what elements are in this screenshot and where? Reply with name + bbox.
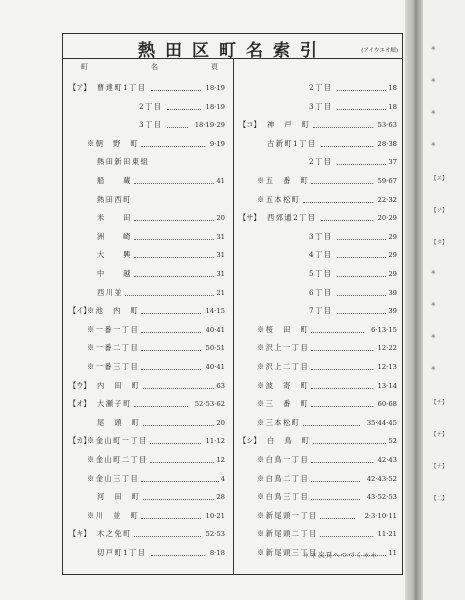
page-numbers: 29	[388, 232, 397, 241]
index-entry	[239, 342, 397, 354]
page-title: 熱田区町名索引	[138, 41, 327, 61]
town-name: ※一番一丁目	[87, 324, 140, 334]
header-name: 名	[151, 63, 158, 71]
page-numbers: 11·21	[377, 530, 397, 539]
page-numbers: 37	[388, 158, 397, 167]
next-page-mark: ※	[431, 78, 436, 84]
page-numbers: 41	[216, 177, 225, 185]
index-entry	[69, 175, 225, 187]
page-numbers: 6·13·15	[371, 325, 397, 334]
town-name: ※沢上二丁目	[257, 362, 310, 371]
index-entry	[69, 361, 225, 373]
page-numbers: 12·22	[377, 344, 397, 353]
town-name: ※波 寄 町	[257, 380, 310, 390]
index-entry	[239, 101, 397, 113]
page-numbers: 35·44·45	[366, 418, 397, 427]
page-numbers: 18·19	[205, 102, 225, 111]
leader-dots	[311, 499, 360, 500]
leader-dots	[311, 406, 373, 407]
page-numbers: 52·53·62	[194, 400, 225, 409]
index-entry	[239, 138, 397, 150]
town-name: ※一番三丁目	[87, 362, 140, 371]
town-name: 白 鳥 町	[267, 436, 311, 446]
town-name: 曹達町1丁目	[97, 83, 147, 92]
town-name: ※新尾頭一丁目	[257, 510, 318, 520]
kana-section-label: 【ウ】	[69, 380, 91, 390]
index-entry	[239, 268, 397, 280]
page-numbers: 63	[216, 381, 225, 390]
index-entry	[69, 119, 225, 131]
index-entry	[239, 175, 397, 187]
town-name: ※金山町一丁目	[87, 436, 148, 446]
leader-dots	[151, 90, 201, 91]
leader-dots	[134, 536, 201, 537]
index-entry	[69, 454, 225, 466]
town-name: 尾 頭 町	[97, 417, 141, 427]
leader-dots	[134, 406, 188, 407]
town-name: ※沢上一丁目	[257, 343, 310, 353]
page-numbers: 11	[388, 549, 397, 557]
page-numbers: 43·52·53	[366, 493, 397, 502]
leader-dots	[141, 146, 205, 147]
kana-section-label: 【オ】	[69, 399, 91, 409]
leader-dots	[337, 109, 386, 110]
leader-dots	[134, 220, 214, 221]
index-entry	[239, 361, 397, 373]
next-page-mark: ※	[431, 270, 436, 276]
leader-dots	[321, 146, 373, 147]
leader-dots	[167, 127, 188, 128]
town-name: 6丁目	[309, 287, 333, 297]
kana-section-label: 【コ】	[239, 120, 261, 130]
index-entry	[69, 473, 225, 485]
page-numbers: 11·12	[205, 437, 225, 446]
leader-dots	[125, 295, 214, 296]
leader-dots	[134, 276, 214, 277]
page-numbers: 20·29	[377, 214, 397, 223]
town-name: 2丁目	[139, 101, 163, 111]
index-entry	[239, 454, 397, 466]
continued-note: ＊＊次頁へつづく＊＊	[303, 551, 378, 559]
index-entry	[239, 380, 397, 392]
town-name: ※金山町二丁目	[87, 455, 148, 464]
index-entry	[69, 491, 225, 503]
next-page-mark: ※	[431, 302, 436, 308]
index-entry	[239, 82, 397, 94]
town-name: 西郊通2丁目	[267, 213, 317, 223]
index-entry	[69, 510, 225, 522]
leader-dots	[337, 164, 386, 165]
next-page-mark: ※	[431, 110, 436, 116]
page-numbers: 42·43	[377, 456, 397, 464]
town-name: ※白鳥三丁目	[257, 492, 310, 502]
title-note: (アイウエオ順)	[361, 48, 398, 54]
leader-dots	[337, 276, 386, 277]
page-numbers: 29	[388, 270, 397, 278]
page-numbers: 12·13	[377, 363, 397, 371]
next-page-mark: 【ス】	[431, 176, 448, 182]
town-name: ※白鳥二丁目	[257, 473, 310, 483]
town-name: 4丁目	[309, 250, 333, 260]
index-entry	[239, 417, 397, 429]
page-numbers: 31	[216, 251, 225, 260]
kana-section-label: 【イ】	[69, 306, 91, 316]
leader-dots	[150, 462, 214, 463]
next-page-mark: ※	[431, 334, 436, 340]
leader-dots	[321, 220, 373, 221]
page-numbers: 20	[216, 214, 225, 223]
index-entry	[69, 547, 225, 559]
leader-dots	[337, 257, 386, 258]
town-name: ※池 内 町	[87, 306, 140, 316]
header-page: 頁	[211, 63, 218, 71]
title-band	[63, 34, 402, 59]
index-entry	[69, 398, 225, 410]
kana-section-label: 【キ】	[69, 529, 91, 539]
town-name: ※白鳥一丁目	[257, 455, 310, 464]
town-name: 木之免町	[97, 529, 132, 539]
leader-dots	[311, 481, 360, 482]
next-page-mark: 【二】	[431, 496, 448, 502]
index-entry	[239, 119, 397, 131]
page-numbers: 18	[388, 102, 397, 111]
index-entry	[69, 194, 225, 206]
page-numbers: 20	[216, 418, 225, 427]
leader-dots	[337, 295, 386, 296]
next-page-mark: 【テ】	[431, 432, 448, 438]
town-name: ※金山三丁目	[87, 473, 140, 483]
town-name: ※三 番 町	[257, 399, 310, 409]
town-name: 米 田	[97, 213, 132, 223]
leader-dots	[313, 443, 387, 444]
town-name: 2丁目	[309, 83, 333, 92]
next-page-mark: ※	[431, 366, 436, 372]
leader-dots	[311, 388, 373, 389]
leader-dots	[141, 313, 201, 314]
index-entry	[69, 417, 225, 429]
next-page-mark: 【チ】	[431, 400, 448, 406]
page-numbers: 21	[216, 288, 225, 297]
page-numbers: 12	[216, 456, 225, 464]
page-numbers: 39	[388, 288, 397, 297]
index-entry	[239, 156, 397, 168]
leader-dots	[143, 388, 215, 389]
town-name: 神 戸 町	[267, 120, 311, 130]
index-entry	[239, 510, 397, 522]
index-entry	[239, 473, 397, 485]
leader-dots	[337, 90, 386, 91]
index-entry	[69, 342, 225, 354]
town-name: 熱田新田東組	[97, 157, 150, 167]
page-numbers: 18	[388, 84, 397, 92]
leader-dots	[303, 425, 360, 426]
index-entry	[69, 305, 225, 317]
index-entry	[239, 231, 397, 243]
page-numbers: 9·19	[209, 139, 225, 148]
town-name: 熱田西町	[97, 194, 132, 204]
town-name: 洲 崎	[97, 231, 132, 241]
leader-dots	[143, 425, 215, 426]
index-entry	[69, 82, 225, 94]
index-entry	[69, 435, 225, 447]
kana-section-label: 【シ】	[239, 436, 261, 446]
page-numbers: 31	[216, 232, 225, 241]
town-name: 7丁目	[309, 306, 333, 316]
town-name: ※朝 野 町	[87, 138, 140, 148]
leader-dots	[320, 518, 356, 519]
page-numbers: 40·41	[205, 325, 225, 334]
leader-dots	[141, 332, 201, 333]
page-numbers: 18·19	[205, 84, 225, 92]
page-numbers: 28	[216, 493, 225, 502]
page-numbers: 60·68	[377, 400, 397, 409]
page-numbers: 14·15	[205, 307, 225, 316]
town-name: 中 越	[97, 269, 132, 278]
leader-dots	[141, 481, 218, 482]
page-numbers: 10·21	[205, 511, 225, 520]
next-page-mark: ※	[431, 46, 436, 52]
town-name: 古新町1丁目	[267, 138, 317, 148]
page-numbers: 2·3·10·11	[364, 511, 397, 520]
book-gutter	[405, 0, 423, 600]
index-entry	[239, 324, 397, 336]
next-page-mark: 【タ】	[431, 240, 448, 246]
town-name: 3丁目	[309, 101, 333, 111]
index-entry	[239, 305, 397, 317]
leader-dots	[141, 369, 201, 370]
page-numbers: 29	[388, 251, 397, 260]
kana-section-label: 【サ】	[239, 213, 261, 223]
town-name: ※桜 田 町	[257, 324, 310, 334]
town-name: ※三本松町	[257, 417, 301, 427]
town-name: 大 興	[97, 250, 132, 260]
index-entry	[69, 212, 225, 224]
column-divider	[233, 58, 234, 574]
leader-dots	[311, 462, 373, 463]
town-name: 2丁目	[309, 157, 333, 167]
leader-dots	[143, 499, 215, 500]
page-numbers: 59·67	[377, 177, 397, 185]
index-entry	[69, 287, 225, 299]
index-entry	[69, 324, 225, 336]
index-entry	[239, 249, 397, 261]
index-entry	[239, 528, 397, 540]
next-page-mark: 【ナ】	[431, 464, 448, 470]
index-entry	[69, 138, 225, 150]
leader-dots	[134, 239, 214, 240]
page-numbers: 22·32	[377, 195, 397, 204]
page-numbers: 28·38	[377, 139, 397, 148]
index-entry	[69, 156, 225, 168]
leader-dots	[167, 109, 201, 110]
next-page-edge	[423, 0, 465, 600]
page-numbers: 31	[216, 270, 225, 278]
kana-section-label: 【ア】	[69, 83, 91, 92]
page-numbers: 4	[220, 474, 225, 483]
town-name: 西川並	[97, 287, 124, 297]
page-numbers: 50·51	[205, 344, 225, 353]
page-numbers: 53·63	[377, 121, 397, 130]
town-name: ※一番二丁目	[87, 343, 140, 353]
leader-dots	[134, 183, 214, 184]
leader-dots	[303, 202, 374, 203]
leader-dots	[311, 332, 364, 333]
leader-dots	[311, 350, 373, 351]
town-name: ※五 番 町	[257, 176, 310, 185]
leader-dots	[134, 257, 214, 258]
leader-dots	[311, 369, 373, 370]
index-entry	[239, 398, 397, 410]
index-entry	[239, 287, 397, 299]
town-name: ※五本松町	[257, 194, 301, 204]
index-entry	[239, 435, 397, 447]
town-name: 大瀬子町	[97, 399, 132, 409]
kana-section-label: 【カ】	[69, 436, 91, 446]
town-name: 内 田 町	[97, 380, 141, 390]
town-name: ※新尾頭三丁目	[257, 548, 318, 557]
index-entry	[239, 491, 397, 503]
town-name: 切戸町1丁目	[97, 548, 147, 557]
page-numbers: 18·19·29	[194, 121, 225, 130]
leader-dots	[313, 127, 374, 128]
header-town: 町	[81, 63, 88, 71]
town-name: ※川 並 町	[87, 510, 140, 520]
leader-dots	[337, 239, 386, 240]
town-name: 河 田 町	[97, 492, 141, 502]
page-numbers: 52·53	[205, 530, 225, 539]
town-name: 3丁目	[139, 120, 163, 130]
leader-dots	[141, 350, 201, 351]
page-numbers: 8·18	[209, 549, 225, 557]
town-name: 船 蔵	[97, 176, 132, 185]
index-entry	[239, 194, 397, 206]
leader-dots	[150, 443, 201, 444]
index-entry	[69, 528, 225, 540]
next-page-mark: ※	[431, 142, 436, 148]
index-entry	[239, 212, 397, 224]
page-numbers: 39	[388, 307, 397, 316]
page-numbers: 42·43·52	[366, 474, 397, 483]
leader-dots	[151, 555, 205, 556]
leader-dots	[311, 183, 373, 184]
index-frame	[62, 33, 403, 575]
index-entry	[69, 249, 225, 261]
town-name: ※新尾頭二丁目	[257, 529, 318, 539]
next-page-mark: 【ソ】	[431, 208, 448, 214]
town-name: 5丁目	[309, 269, 333, 278]
index-entry	[69, 268, 225, 280]
index-entry	[69, 101, 225, 113]
index-entry	[69, 380, 225, 392]
leader-dots	[141, 518, 201, 519]
page-numbers: 13·14	[377, 381, 397, 390]
page-numbers: 52	[388, 437, 397, 446]
index-entry	[69, 231, 225, 243]
leader-dots	[320, 536, 373, 537]
town-name: 3丁目	[309, 231, 333, 241]
page-numbers: 40·41	[205, 363, 225, 371]
leader-dots	[337, 313, 386, 314]
